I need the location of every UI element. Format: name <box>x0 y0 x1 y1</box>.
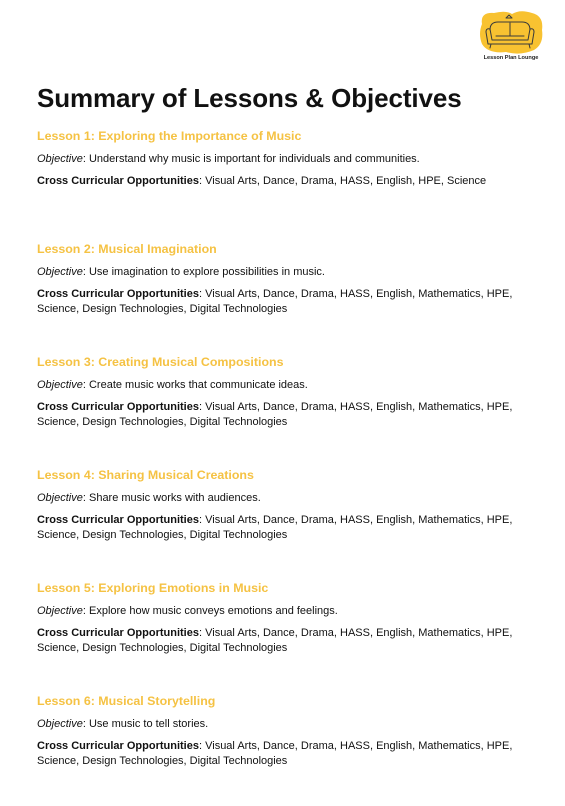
cross-curricular-label: Cross Curricular Opportunities <box>37 175 199 187</box>
objective-label: Objective <box>37 266 83 278</box>
cross-curricular-text: Visual Arts, Dance, Drama, HASS, English, Mathematics, HPE, Science, Design Technologies, Digital Technologies <box>37 288 513 315</box>
objective-text: Create music works that communicate ideas. <box>88 379 308 391</box>
cross-curricular-label: Cross Curricular Opportunities <box>37 288 199 300</box>
lesson-objective: Objective: Share music works with audiences. <box>37 492 261 504</box>
sofa-icon <box>476 10 546 56</box>
objective-text: Explore how music conveys emotions and feelings. <box>88 605 338 617</box>
objective-text: Share music works with audiences. <box>88 492 261 504</box>
lesson-title: Lesson 1: Exploring the Importance of Music <box>37 129 302 143</box>
logo-text: Lesson Plan Lounge <box>483 55 539 61</box>
cross-curricular: Cross Curricular Opportunities: Visual Arts, Dance, Drama, HASS, English, Mathematics, HPE, Science, Design Technologies, Digital Technologies <box>37 288 513 315</box>
lesson-5 <box>37 580 537 693</box>
lesson-title: Lesson 3: Creating Musical Compositions <box>37 355 284 369</box>
cross-curricular-text: Visual Arts, Dance, Drama, HASS, English, Mathematics, HPE, Science, Design Technologies, Digital Technologies <box>37 740 513 767</box>
lesson-objective: Objective: Explore how music conveys emotions and feelings. <box>37 605 338 617</box>
lesson-title: Lesson 4: Sharing Musical Creations <box>37 468 254 482</box>
lesson-3 <box>37 354 537 467</box>
objective-text: Use imagination to explore possibilities in music. <box>88 266 325 278</box>
lesson-plan-lounge-logo <box>476 10 546 66</box>
lesson-4 <box>37 467 537 580</box>
objective-label: Objective <box>37 379 83 391</box>
cross-curricular-label: Cross Curricular Opportunities <box>37 401 199 413</box>
lesson-6 <box>37 693 537 806</box>
objective-label: Objective <box>37 605 83 617</box>
cross-curricular: Cross Curricular Opportunities: Visual Arts, Dance, Drama, HASS, English, Mathematics, HPE, Science, Design Technologies, Digital Technologies <box>37 401 513 428</box>
objective-label: Objective <box>37 492 83 504</box>
cross-curricular: Cross Curricular Opportunities: Visual Arts, Dance, Drama, HASS, English, Mathematics, HPE, Science, Design Technologies, Digital Technologies <box>37 627 513 654</box>
objective-text: Understand why music is important for individuals and communities. <box>88 153 420 165</box>
objective-label: Objective <box>37 718 83 730</box>
cross-curricular: Cross Curricular Opportunities: Visual Arts, Dance, Drama, HASS, English, HPE, Science <box>37 175 487 187</box>
cross-curricular-label: Cross Curricular Opportunities <box>37 627 199 639</box>
lesson-title: Lesson 6: Musical Storytelling <box>37 694 216 708</box>
lesson-title: Lesson 5: Exploring Emotions in Music <box>37 581 269 595</box>
lesson-2 <box>37 241 537 354</box>
cross-curricular-text: Visual Arts, Dance, Drama, HASS, English, Mathematics, HPE, Science, Design Technologies, Digital Technologies <box>37 401 513 428</box>
lesson-objective: Objective: Create music works that communicate ideas. <box>37 379 308 391</box>
cross-curricular-label: Cross Curricular Opportunities <box>37 514 199 526</box>
lesson-objective: Objective: Understand why music is important for individuals and communities. <box>37 153 420 165</box>
cross-curricular-label: Cross Curricular Opportunities <box>37 740 199 752</box>
cross-curricular-text: Visual Arts, Dance, Drama, HASS, English, Mathematics, HPE, Science, Design Technologies, Digital Technologies <box>37 627 513 654</box>
objective-text: Use music to tell stories. <box>88 718 209 730</box>
lesson-objective: Objective: Use imagination to explore possibilities in music. <box>37 266 325 278</box>
lesson-title: Lesson 2: Musical Imagination <box>37 242 217 256</box>
objective-label: Objective <box>37 153 83 165</box>
lesson-1 <box>37 128 537 241</box>
page-title: Summary of Lessons & Objectives <box>37 83 462 113</box>
lesson-list <box>37 128 537 806</box>
lesson-objective: Objective: Use music to tell stories. <box>37 718 209 730</box>
cross-curricular: Cross Curricular Opportunities: Visual Arts, Dance, Drama, HASS, English, Mathematics, HPE, Science, Design Technologies, Digital Technologies <box>37 740 513 767</box>
cross-curricular-text: Visual Arts, Dance, Drama, HASS, English, Mathematics, HPE, Science, Design Technologies, Digital Technologies <box>37 514 513 541</box>
cross-curricular: Cross Curricular Opportunities: Visual Arts, Dance, Drama, HASS, English, Mathematics, HPE, Science, Design Technologies, Digital Technologies <box>37 514 513 541</box>
cross-curricular-text: Visual Arts, Dance, Drama, HASS, English, HPE, Science <box>205 175 487 187</box>
